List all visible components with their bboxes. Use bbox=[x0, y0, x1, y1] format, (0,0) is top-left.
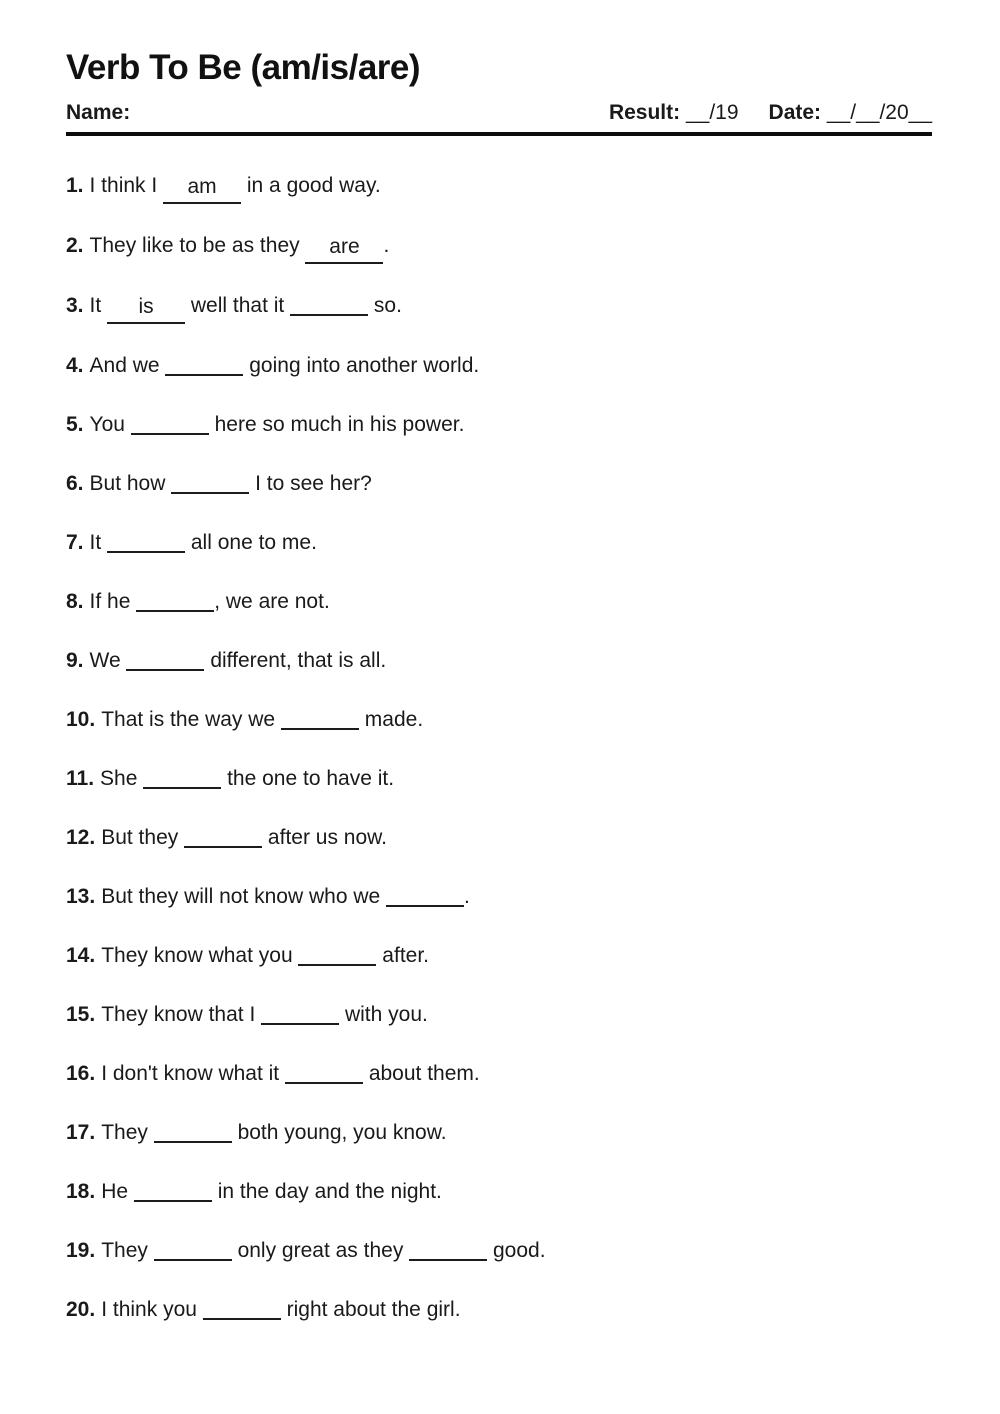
sentence-text: They like to be as they bbox=[89, 234, 306, 257]
answer-blank[interactable] bbox=[154, 1141, 232, 1143]
worksheet-item bbox=[66, 1179, 932, 1205]
item-number: 11. bbox=[66, 767, 95, 790]
answer-blank[interactable] bbox=[154, 1259, 232, 1261]
sentence-text: But they will not know who we bbox=[101, 885, 387, 908]
worksheet-item bbox=[66, 825, 932, 851]
item-number: 2. bbox=[66, 234, 84, 257]
page-title: Verb To Be (am/is/are) bbox=[66, 48, 421, 87]
sentence-text: so. bbox=[368, 294, 402, 317]
item-number: 12. bbox=[66, 826, 96, 849]
sentence-text: good. bbox=[487, 1239, 546, 1262]
answer-blank[interactable] bbox=[305, 235, 383, 264]
sentence-text: after us now. bbox=[262, 826, 387, 849]
sentence-text: It bbox=[89, 294, 108, 317]
item-number: 1. bbox=[66, 174, 84, 197]
answer-blank[interactable] bbox=[290, 314, 368, 316]
item-number: 16. bbox=[66, 1062, 96, 1085]
answer-blank[interactable] bbox=[107, 551, 185, 553]
sentence-text: They bbox=[101, 1239, 154, 1262]
sentence-text: We bbox=[89, 649, 127, 672]
header-meta-row bbox=[66, 101, 932, 125]
date-field bbox=[769, 101, 932, 125]
sentence-text: If he bbox=[89, 590, 137, 613]
item-number: 4. bbox=[66, 354, 84, 377]
sentence-text: I think you bbox=[101, 1298, 203, 1321]
item-number: 7. bbox=[66, 531, 84, 554]
item-number: 19. bbox=[66, 1239, 96, 1262]
sentence-text: with you. bbox=[339, 1003, 428, 1026]
sentence-text: . bbox=[383, 234, 390, 257]
worksheet-item bbox=[66, 173, 932, 200]
header-rule bbox=[66, 132, 932, 136]
question-list bbox=[66, 173, 932, 1323]
worksheet-item bbox=[66, 1238, 932, 1264]
answer-blank[interactable] bbox=[163, 175, 241, 204]
header-meta-right bbox=[609, 101, 932, 125]
sentence-text: And we bbox=[89, 354, 166, 377]
worksheet-item bbox=[66, 293, 932, 320]
answer-blank[interactable] bbox=[281, 728, 359, 730]
sentence-text: here so much in his power. bbox=[208, 413, 465, 436]
result-field bbox=[609, 101, 739, 125]
sentence-text: But they bbox=[101, 826, 185, 849]
sentence-text: It bbox=[89, 531, 108, 554]
answer-blank[interactable] bbox=[136, 610, 214, 612]
worksheet-item bbox=[66, 1120, 932, 1146]
answer-blank[interactable] bbox=[386, 905, 464, 907]
item-number: 17. bbox=[66, 1121, 96, 1144]
item-number: 13. bbox=[66, 885, 96, 908]
sentence-text: all one to me. bbox=[185, 531, 317, 554]
sentence-text: in a good way. bbox=[241, 174, 381, 197]
worksheet-item bbox=[66, 1061, 932, 1087]
answer-blank[interactable] bbox=[165, 374, 243, 376]
result-value: __/19 bbox=[685, 101, 739, 124]
sentence-text: in the day and the night. bbox=[211, 1180, 442, 1203]
answer-text: am bbox=[187, 175, 217, 198]
worksheet-item bbox=[66, 353, 932, 379]
worksheet-item bbox=[66, 471, 932, 497]
worksheet-item bbox=[66, 233, 932, 260]
answer-blank[interactable] bbox=[126, 669, 204, 671]
sentence-text: different, that is all. bbox=[204, 649, 387, 672]
sentence-text: both young, you know. bbox=[231, 1121, 447, 1144]
sentence-text: He bbox=[101, 1180, 134, 1203]
item-number: 10. bbox=[66, 708, 96, 731]
name-label: Name: bbox=[66, 101, 131, 124]
sentence-text: . bbox=[464, 885, 470, 908]
sentence-text: I to see her? bbox=[249, 472, 372, 495]
sentence-text: only great as they bbox=[231, 1239, 410, 1262]
answer-text: are bbox=[329, 235, 360, 258]
date-value: __/__/20__ bbox=[826, 101, 932, 124]
worksheet-item bbox=[66, 884, 932, 910]
sentence-text: But how bbox=[89, 472, 172, 495]
sentence-text: made. bbox=[358, 708, 424, 731]
sentence-text: , we are not. bbox=[214, 590, 330, 613]
sentence-text: That is the way we bbox=[101, 708, 281, 731]
sentence-text: well that it bbox=[185, 294, 291, 317]
worksheet-item bbox=[66, 766, 932, 792]
answer-blank[interactable] bbox=[107, 295, 185, 324]
worksheet-item bbox=[66, 1002, 932, 1028]
item-number: 18. bbox=[66, 1180, 96, 1203]
item-number: 20. bbox=[66, 1298, 96, 1321]
sentence-text: going into another world. bbox=[243, 354, 480, 377]
answer-text: is bbox=[138, 295, 154, 318]
sentence-text: the one to have it. bbox=[221, 767, 395, 790]
item-number: 9. bbox=[66, 649, 84, 672]
sentence-text: They know what you bbox=[101, 944, 299, 967]
item-number: 6. bbox=[66, 472, 84, 495]
worksheet-item bbox=[66, 1297, 932, 1323]
answer-blank[interactable] bbox=[203, 1318, 281, 1320]
worksheet-item bbox=[66, 707, 932, 733]
worksheet-item bbox=[66, 648, 932, 674]
sentence-text: right about the girl. bbox=[280, 1298, 461, 1321]
answer-blank[interactable] bbox=[285, 1082, 363, 1084]
sentence-text: You bbox=[89, 413, 131, 436]
sentence-text: They know that I bbox=[101, 1003, 262, 1026]
item-number: 14. bbox=[66, 944, 96, 967]
worksheet-item bbox=[66, 412, 932, 438]
answer-blank[interactable] bbox=[298, 964, 376, 966]
answer-blank[interactable] bbox=[143, 787, 221, 789]
answer-blank[interactable] bbox=[184, 846, 262, 848]
sentence-text: I don't know what it bbox=[101, 1062, 285, 1085]
item-number: 8. bbox=[66, 590, 84, 613]
sentence-text: They bbox=[101, 1121, 154, 1144]
item-number: 5. bbox=[66, 413, 84, 436]
sentence-text: I think I bbox=[89, 174, 164, 197]
answer-blank[interactable] bbox=[261, 1023, 339, 1025]
result-label: Result: bbox=[608, 101, 681, 124]
sentence-text: about them. bbox=[362, 1062, 480, 1085]
answer-blank[interactable] bbox=[131, 433, 209, 435]
item-number: 3. bbox=[66, 294, 84, 317]
sentence-text: She bbox=[100, 767, 144, 790]
worksheet-item bbox=[66, 589, 932, 615]
answer-blank[interactable] bbox=[409, 1259, 487, 1261]
worksheet-item bbox=[66, 530, 932, 556]
answer-blank[interactable] bbox=[134, 1200, 212, 1202]
item-number: 15. bbox=[66, 1003, 96, 1026]
date-label: Date: bbox=[768, 101, 822, 124]
worksheet-item bbox=[66, 943, 932, 969]
answer-blank[interactable] bbox=[171, 492, 249, 494]
sentence-text: after. bbox=[376, 944, 429, 967]
